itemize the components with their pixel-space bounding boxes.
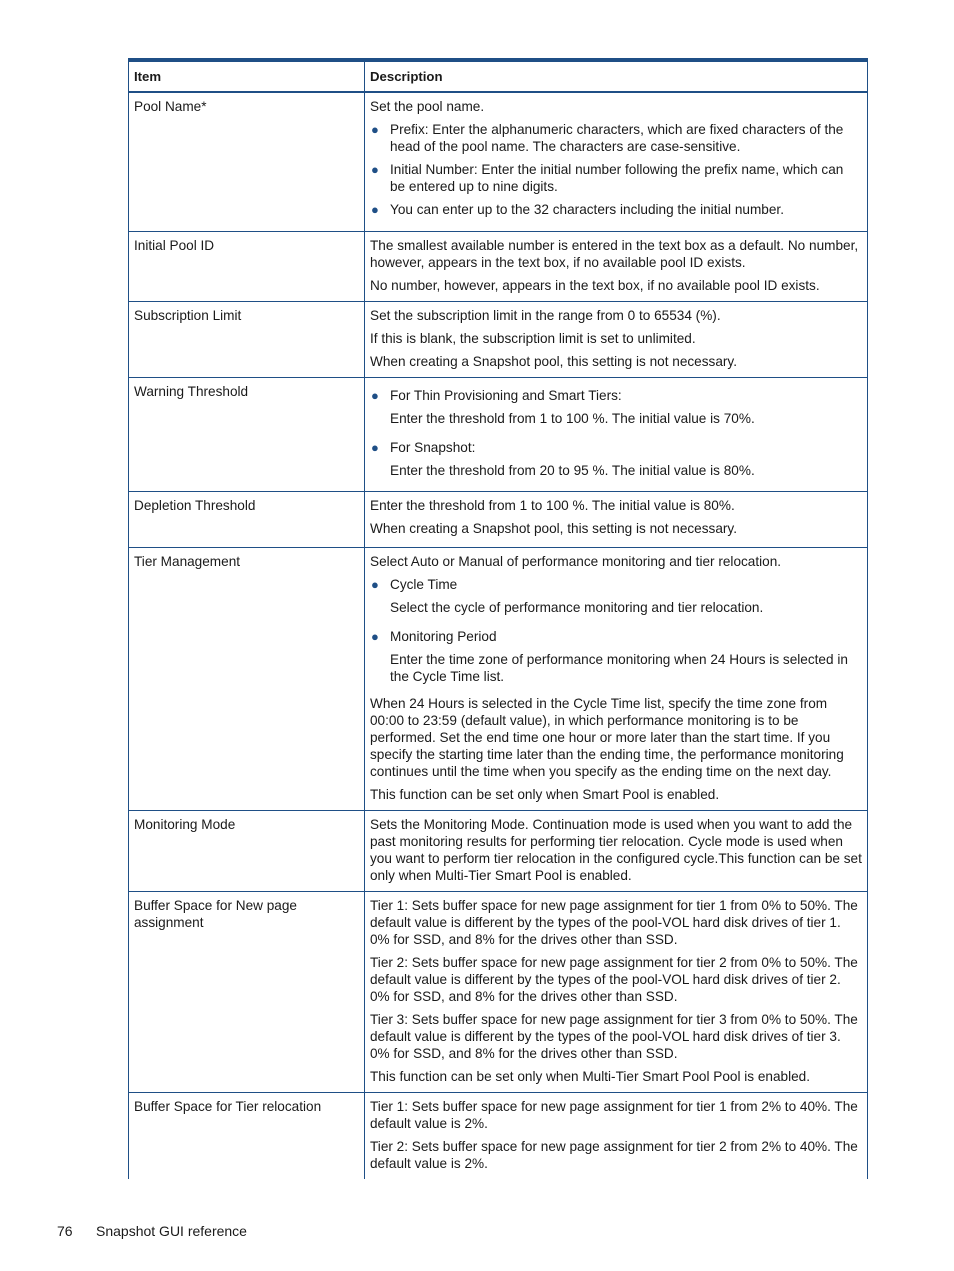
row-item-subscription-limit: Subscription Limit [129, 302, 365, 378]
row-description-buffer-tier-relocation [365, 1093, 868, 1180]
description-text: Tier 3: Sets buffer space for new page assignment for tier 3 from 0% to 50%. The default value is different by the types of the pool-VOL hard disk drives of tier 3. 0% for SSD, and 8% for the drives other than SSD. [370, 1012, 858, 1061]
list-item-text: For Snapshot: [390, 440, 476, 455]
bullet-icon: ● [371, 202, 379, 217]
bullet-icon: ● [371, 440, 379, 455]
description-text: If this is blank, the subscription limit is set to unlimited. [370, 331, 696, 346]
description-text: When creating a Snapshot pool, this setting is not necessary. [370, 521, 737, 536]
list-item-text: Initial Number: Enter the initial number following the prefix name, which can be entered up to nine digits. [390, 162, 844, 194]
description-text: Tier 1: Sets buffer space for new page assignment for tier 1 from 2% to 40%. The default value is 2%. [370, 1099, 858, 1131]
description-text: When creating a Snapshot pool, this setting is not necessary. [370, 354, 737, 369]
bullet-icon: ● [371, 388, 379, 403]
list-item-text: You can enter up to the 32 characters including the initial number. [390, 202, 784, 217]
list-item-text: Prefix: Enter the alphanumeric characters, which are fixed characters of the head of the pool name. The characters are case-sensitive. [390, 122, 844, 154]
list-item-subtext: Enter the time zone of performance monitoring when 24 Hours is selected in the Cycle Time list. [390, 652, 848, 684]
description-text: Set the pool name. [370, 99, 485, 114]
table-row [129, 1093, 868, 1180]
row-item-buffer-tier-relocation: Buffer Space for Tier relocation [129, 1093, 365, 1180]
description-text: Tier 2: Sets buffer space for new page assignment for tier 2 from 2% to 40%. The default value is 2%. [370, 1139, 858, 1171]
list-item [370, 576, 862, 616]
list-item [370, 628, 862, 685]
list-item [370, 387, 862, 427]
row-description-pool-name [365, 92, 868, 232]
list-item [370, 201, 862, 218]
bullet-icon: ● [371, 629, 379, 644]
table-header-row [129, 60, 868, 92]
page-footer [57, 1223, 247, 1239]
list-item-subtext: Enter the threshold from 20 to 95 %. The initial value is 80%. [390, 463, 755, 478]
description-text: Select Auto or Manual of performance monitoring and tier relocation. [370, 554, 782, 569]
table-row [129, 378, 868, 492]
bullet-icon: ● [371, 122, 379, 137]
header-description: Description [365, 60, 868, 92]
row-item-buffer-new-page: Buffer Space for New page assignment [129, 892, 365, 1093]
description-text: Tier 1: Sets buffer space for new page assignment for tier 1 from 0% to 50%. The default value is different by the types of the pool-VOL hard disk drives of tier 1. 0% for SSD, and 8% for the drives other than SSD. [370, 898, 858, 947]
row-description-buffer-new-page [365, 892, 868, 1093]
description-text: When 24 Hours is selected in the Cycle Time list, specify the time zone from 00:00 to 23:59 (default value), in which performance monitoring is to be performed. Set the end time one hour or more later than the start time. If you specify the starting time later than the ending time, the performance monitoring continues until the time when you specify as the ending time on the next day. [370, 696, 844, 779]
description-text: This function can be set only when Smart Pool is enabled. [370, 787, 720, 802]
bullet-list [370, 387, 862, 479]
list-item-text: Cycle Time [390, 577, 458, 592]
row-item-pool-name: Pool Name* [129, 92, 365, 232]
list-item [370, 439, 862, 479]
bullet-icon: ● [371, 577, 379, 592]
list-item-text: For Thin Provisioning and Smart Tiers: [390, 388, 622, 403]
table-row [129, 892, 868, 1093]
reference-table [128, 58, 868, 1179]
description-text: Sets the Monitoring Mode. Continuation mode is used when you want to add the past monitoring results for performing tier relocation. Cycle mode is used when you want to perform tier relocation in the configured cycle.This function can be set only when Multi-Tier Smart Pool is enabled. [370, 817, 862, 883]
table-row [129, 492, 868, 548]
description-text: Tier 2: Sets buffer space for new page assignment for tier 2 from 0% to 50%. The default value is different by the types of the pool-VOL hard disk drives of tier 2. 0% for SSD, and 8% for the drives other than SSD. [370, 955, 858, 1004]
row-description-subscription-limit [365, 302, 868, 378]
description-text: This function can be set only when Multi-Tier Smart Pool Pool is enabled. [370, 1069, 810, 1084]
description-text: The smallest available number is entered in the text box as a default. No number, however, appears in the text box, if no available pool ID exists. [370, 238, 859, 270]
table-row [129, 92, 868, 232]
bullet-list [370, 121, 862, 218]
description-text: No number, however, appears in the text box, if no available pool ID exists. [370, 278, 820, 293]
table-row [129, 548, 868, 811]
row-item-initial-pool-id: Initial Pool ID [129, 232, 365, 302]
row-item-tier-management: Tier Management [129, 548, 365, 811]
row-item-monitoring-mode: Monitoring Mode [129, 811, 365, 892]
table-row [129, 232, 868, 302]
row-description-warning-threshold [365, 378, 868, 492]
bullet-list [370, 576, 862, 685]
row-item-warning-threshold: Warning Threshold [129, 378, 365, 492]
description-text: Enter the threshold from 1 to 100 %. The initial value is 80%. [370, 498, 735, 513]
table-row [129, 302, 868, 378]
description-text: Set the subscription limit in the range from 0 to 65534 (%). [370, 308, 721, 323]
section-title: Snapshot GUI reference [96, 1223, 247, 1239]
page-number: 76 [57, 1223, 73, 1239]
bullet-icon: ● [371, 162, 379, 177]
list-item-text: Monitoring Period [390, 629, 497, 644]
header-item: Item [129, 60, 365, 92]
row-description-depletion-threshold [365, 492, 868, 548]
list-item [370, 121, 862, 155]
row-description-monitoring-mode [365, 811, 868, 892]
list-item-subtext: Enter the threshold from 1 to 100 %. The initial value is 70%. [390, 411, 755, 426]
list-item [370, 161, 862, 195]
row-item-depletion-threshold: Depletion Threshold [129, 492, 365, 548]
row-description-tier-management [365, 548, 868, 811]
table-row [129, 811, 868, 892]
list-item-subtext: Select the cycle of performance monitoring and tier relocation. [390, 600, 764, 615]
row-description-initial-pool-id [365, 232, 868, 302]
